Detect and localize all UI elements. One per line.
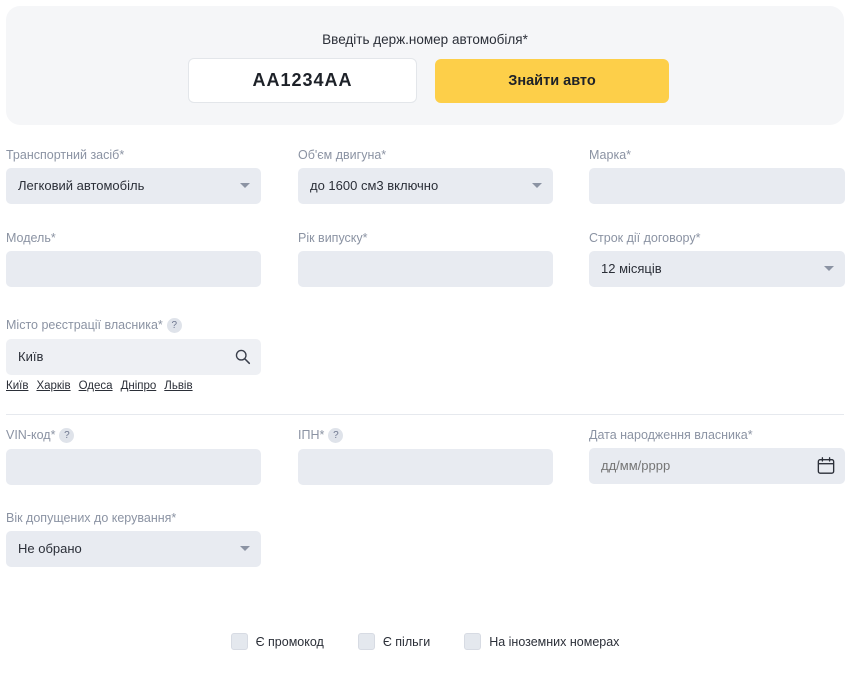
driver-age-select[interactable]	[6, 531, 261, 567]
ipn-label-text: ІПН*	[298, 428, 325, 442]
checkbox-benefits[interactable]	[358, 633, 375, 650]
city-link-3[interactable]: Дніпро	[120, 380, 157, 393]
field-model	[6, 231, 261, 287]
vehicle-type-value: Легковий автомобіль	[18, 178, 145, 193]
driver-age-label: Вік допущених до керування*	[6, 511, 177, 525]
city-quick-links	[6, 380, 261, 392]
field-brand	[589, 148, 845, 204]
help-icon[interactable]: ?	[59, 428, 74, 443]
engine-volume-select[interactable]	[298, 168, 553, 204]
checkbox-foreign-plates-label: На іноземних номерах	[489, 634, 620, 649]
chevron-down-icon	[532, 183, 542, 188]
ipn-label	[298, 428, 553, 443]
driver-age-value: Не обрано	[18, 541, 82, 556]
birth-date-input[interactable]	[589, 448, 845, 484]
checkbox-foreign-plates[interactable]	[464, 633, 481, 650]
field-city	[6, 318, 261, 392]
brand-input[interactable]	[589, 168, 845, 204]
checkbox-item-promocode[interactable]	[231, 633, 324, 650]
vin-label	[6, 428, 261, 443]
city-label-text: Місто реєстрації власника*	[6, 318, 163, 332]
checkbox-item-foreign-plates[interactable]	[464, 633, 619, 650]
vehicle-type-select[interactable]	[6, 168, 261, 204]
checkbox-promocode-label: Є промокод	[255, 634, 324, 649]
city-link-1[interactable]: Харків	[36, 380, 71, 393]
field-engine-volume	[298, 148, 553, 204]
plate-number-input[interactable]	[188, 58, 417, 103]
contract-term-label: Строк дії договору*	[589, 231, 701, 245]
checkbox-item-benefits[interactable]	[358, 633, 430, 650]
contract-term-value: 12 місяців	[601, 261, 662, 276]
city-input[interactable]	[6, 339, 261, 375]
city-link-0[interactable]: Київ	[6, 380, 29, 393]
city-label	[6, 318, 261, 333]
field-year	[298, 231, 553, 287]
chevron-down-icon	[824, 266, 834, 271]
chevron-down-icon	[240, 183, 250, 188]
field-driver-age	[6, 511, 261, 567]
year-label: Рік випуску*	[298, 231, 368, 245]
field-contract-term	[589, 231, 845, 287]
plate-input-label: Введіть держ.номер автомобіля*	[322, 32, 528, 47]
help-icon[interactable]: ?	[167, 318, 182, 333]
city-link-2[interactable]: Одеса	[78, 380, 113, 393]
vin-label-text: VIN-код*	[6, 428, 56, 442]
city-link-4[interactable]: Львів	[164, 380, 193, 393]
options-checkbox-row	[0, 633, 850, 650]
chevron-down-icon	[240, 546, 250, 551]
checkbox-promocode[interactable]	[231, 633, 248, 650]
field-vin	[6, 428, 261, 485]
vehicle-type-label: Транспортний засіб*	[6, 148, 125, 162]
field-vehicle-type	[6, 148, 261, 204]
vin-input[interactable]	[6, 449, 261, 485]
find-car-button[interactable]: Знайти авто	[435, 59, 669, 103]
field-ipn	[298, 428, 553, 485]
birth-date-label: Дата народження власника*	[589, 428, 753, 442]
contract-term-select[interactable]	[589, 251, 845, 287]
help-icon[interactable]: ?	[328, 428, 343, 443]
search-icon[interactable]	[234, 348, 251, 365]
field-birth-date	[589, 428, 845, 484]
model-label: Модель*	[6, 231, 56, 245]
ipn-input[interactable]	[298, 449, 553, 485]
brand-label: Марка*	[589, 148, 632, 162]
plate-search-panel	[6, 6, 844, 125]
checkbox-benefits-label: Є пільги	[382, 634, 431, 649]
section-divider	[6, 414, 844, 415]
engine-volume-value: до 1600 см3 включно	[310, 178, 439, 193]
calendar-icon[interactable]	[817, 456, 835, 475]
year-input[interactable]	[298, 251, 553, 287]
model-input[interactable]	[6, 251, 261, 287]
engine-volume-label: Об'єм двигуна*	[298, 148, 387, 162]
